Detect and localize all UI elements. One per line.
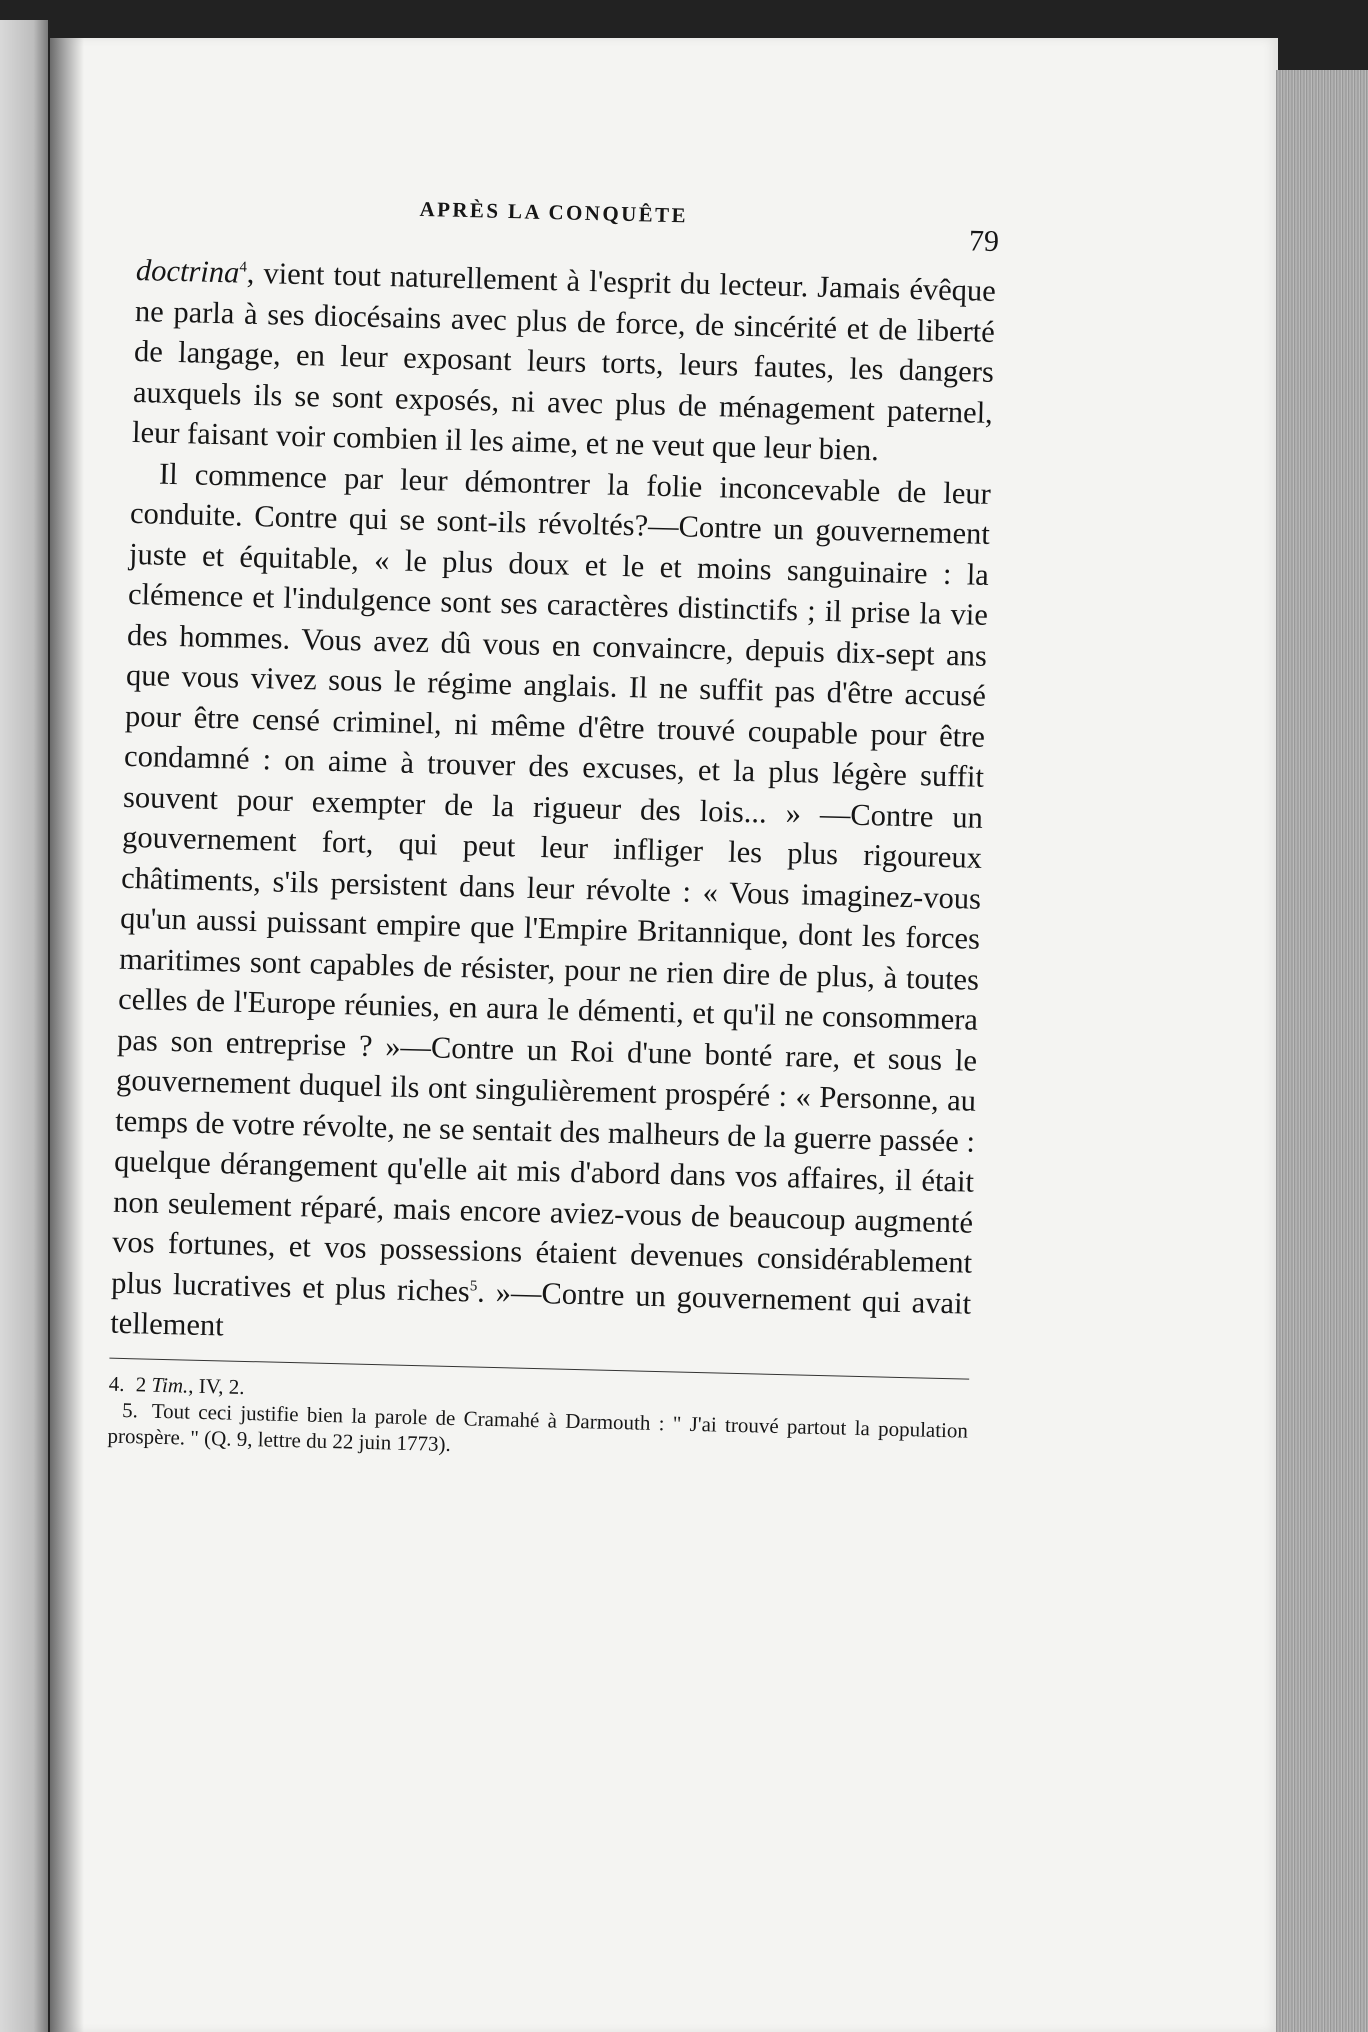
footnote-number: 4. [108, 1371, 125, 1396]
paragraph-1-text: , vient tout naturellement à l'esprit du lecteur. Jamais évêque ne parla à ses diocésains avec plus de force, de sincérité et de liberté de langage, en leur exposant leurs torts, leurs fautes, les dangers auxquels ils se sont exposés, ni avec plus de ménagement paternel, leur faisant voir combien il les aime, et ne veut que leur bien. [131, 255, 997, 468]
page-number: 79 [968, 224, 1000, 259]
italic-word: doctrina [135, 252, 240, 290]
previous-page-edge [0, 20, 48, 2032]
body-text [110, 250, 996, 1364]
paragraph-2-tail: . »—Contre un gouvernement qui avait tellement [109, 1274, 972, 1343]
footnote-ref-4: 4 [239, 259, 248, 276]
footnote-4-italic: Tim. [151, 1372, 189, 1398]
running-title: APRÈS LA CONQUÊTE [419, 196, 689, 228]
footnote-number: 5. [121, 1397, 139, 1422]
paragraph-continuation [132, 250, 997, 473]
footnote-5-text: Tout ceci justifie bien la parole de Cramahé à Darmouth : " J'ai trouvé partout la population prospère. " (Q. 9, lettre du 22 juin 1773). [107, 1398, 969, 1456]
paragraph [110, 452, 992, 1364]
footnote-ref-5: 5 [469, 1277, 478, 1294]
footnote-4-prefix: 2 [135, 1371, 147, 1397]
gutter-shadow [50, 38, 84, 2032]
paragraph-2-text: Il commence par leur démontrer la folie inconcevable de leur conduite. Contre qui se sont-ils révoltés?—Contre un gouvernement juste et équitable, « le plus doux et le et moins sanguinaire : la clémence et l'indulgence sont ses caractères distinctifs ; il prise la vie des hommes. Vous avez dû vous en convaincre, depuis dix-sept ans que vous vivez sous le régime anglais. Il ne suffit pas d'être accusé pour être censé criminel, ni même d'être trouvé coupable pour être condamné : on aime à trouver des excuses, et la plus légère suffit souvent pour exempter de la rigueur des lois... » —Contre un gouvernement fort, qui peut leur infliger les plus rigoureux châtiments, s'ils persistent dans leur révolte : « Vous imaginez-vous qu'un aussi puissant empire que l'Empire Britannique, dont les forces maritimes sont capables de résister, pour ne rien dire de plus, à toutes celles de l'Europe réunies, en aura le démenti, et qu'il ne consommera pas son entreprise ? »—Contre un Roi d'une bonté rare, et sous le gouvernement duquel ils ont singulièrement prospéré : « Personne, au temps de votre révolte, ne se sentait des malheurs de la guerre passée : quelque dérangement qu'elle ait mis d'abord dans vos affaires, il était non seulement réparé, mais encore aviez-vous de beaucoup augmenté vos fortunes, et vos possessions étaient devenues considérablement plus lucratives et plus riches [110, 456, 992, 1308]
page-fore-edge [1276, 70, 1368, 2032]
page-text-block [107, 190, 1000, 1469]
footnote-4-suffix: , IV, 2. [188, 1373, 245, 1399]
